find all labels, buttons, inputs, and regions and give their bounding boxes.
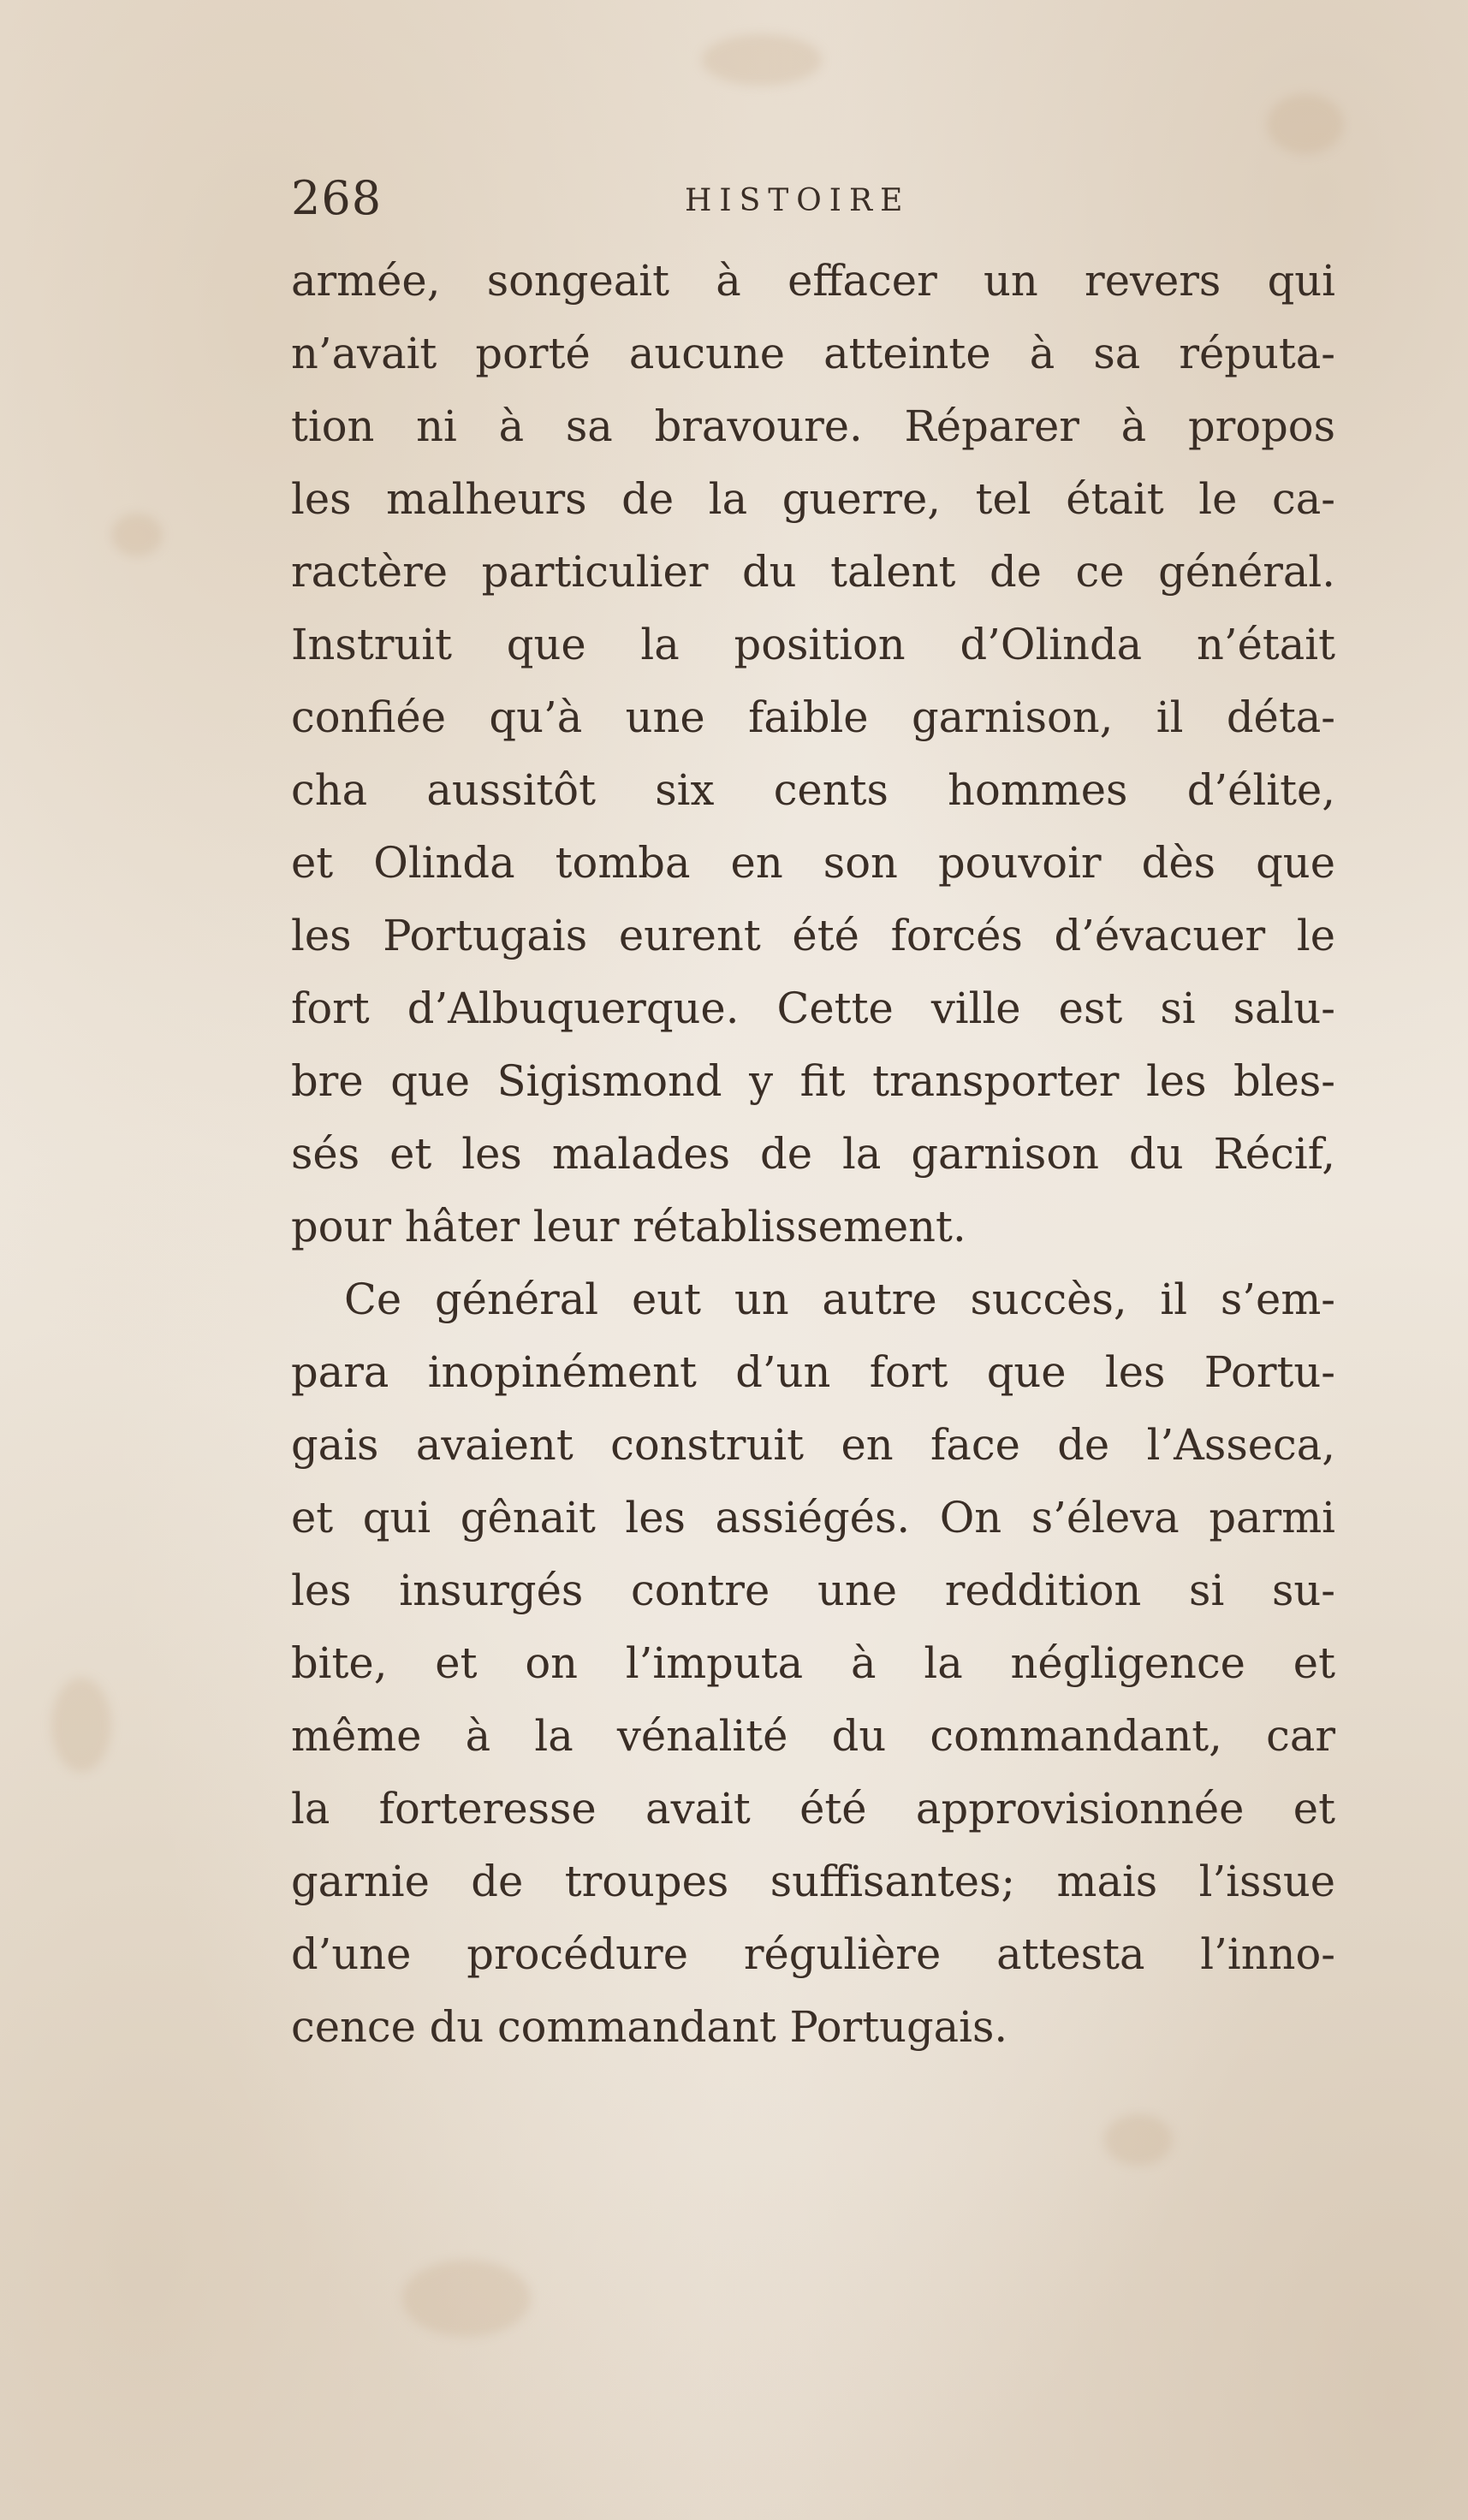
text-line: para inopinément d’un fort que les Portu- — [291, 1347, 1335, 1397]
text-line: la forteresse avait été approvisionnée et — [291, 1784, 1335, 1834]
text-line: fort d’Albuquerque. Cette ville est si salu- — [291, 984, 1335, 1033]
paper-stain — [702, 34, 822, 86]
text-line: pour hâter leur rétablissement. — [291, 1202, 966, 1251]
running-head: HISTOIRE — [685, 183, 911, 218]
text-line: n’avait porté aucune atteinte à sa réputa- — [291, 329, 1335, 378]
paper-stain — [402, 2260, 531, 2337]
text-line: cha aussitôt six cents hommes d’élite, — [291, 765, 1335, 815]
text-line: armée, songeait à effacer un revers qui — [291, 256, 1335, 306]
text-line: confiée qu’à une faible garnison, il déta- — [291, 692, 1335, 742]
text-line: tion ni à sa bravoure. Réparer à propos — [291, 401, 1335, 451]
page-header — [291, 171, 1335, 233]
paper-stain — [1104, 2114, 1173, 2166]
text-line: ractère particulier du talent de ce général. — [291, 547, 1335, 597]
text-line: les insurgés contre une reddition si su- — [291, 1566, 1335, 1615]
text-line: d’une procédure régulière attesta l’inno- — [291, 1929, 1335, 1979]
text-line: même à la vénalité du commandant, car — [291, 1711, 1335, 1761]
text-line: les malheurs de la guerre, tel était le ca- — [291, 474, 1335, 524]
paper-stain — [111, 514, 163, 556]
text-line: sés et les malades de la garnison du Récif, — [291, 1129, 1335, 1179]
text-line: bre que Sigismond y fit transporter les bles- — [291, 1056, 1335, 1106]
text-line: et qui gênait les assiégés. On s’éleva parmi — [291, 1493, 1335, 1542]
text-line: les Portugais eurent été forcés d’évacuer le — [291, 911, 1335, 960]
text-line: bite, et on l’imputa à la négligence et — [291, 1638, 1335, 1688]
page-number: 268 — [291, 171, 383, 225]
text-line: gais avaient construit en face de l’Asseca, — [291, 1420, 1335, 1470]
text-line: Instruit que la position d’Olinda n’était — [291, 620, 1335, 669]
text-line: cence du commandant Portugais. — [291, 2002, 1008, 2052]
text-line: et Olinda tomba en son pouvoir dès que — [291, 838, 1335, 888]
body-text — [291, 245, 1335, 2064]
paper-stain — [51, 1678, 111, 1772]
text-line: Ce général eut un autre succès, il s’em- — [344, 1275, 1335, 1324]
paper-stain — [1267, 94, 1344, 154]
text-line: garnie de troupes suffisantes; mais l’issue — [291, 1857, 1335, 1906]
